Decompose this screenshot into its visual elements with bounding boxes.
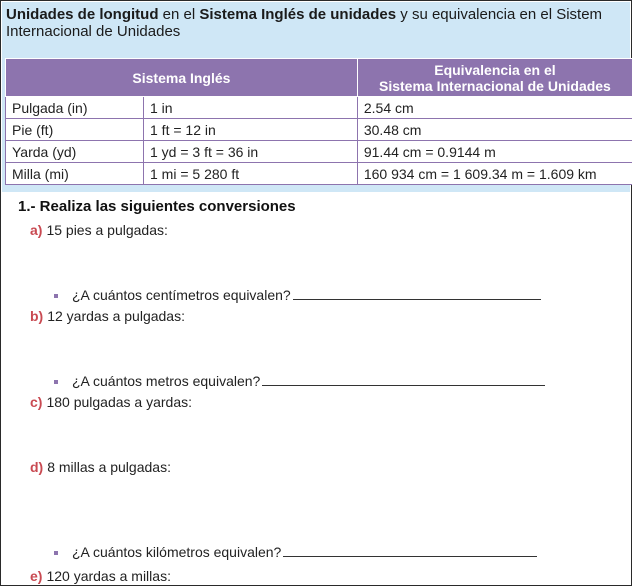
answer-line[interactable] <box>262 384 545 386</box>
table-row <box>6 97 632 119</box>
question-text: 180 pulgadas a yardas: <box>46 394 193 410</box>
bullet-icon <box>54 294 58 298</box>
cell-si: 160 934 cm = 1 609.34 m = 1.609 km <box>357 163 632 185</box>
units-table <box>5 58 632 185</box>
question-text: 120 yardas a millas: <box>46 568 171 584</box>
table-row <box>6 119 632 141</box>
table-row <box>6 141 632 163</box>
heading-bold-2: Sistema Inglés de unidades <box>199 6 397 23</box>
cell-english: 1 yd = 3 ft = 36 in <box>144 141 358 163</box>
answer-line[interactable] <box>293 298 541 300</box>
cell-unit: Pie (ft) <box>6 119 144 141</box>
heading-text-2: y su equivalencia en el Sistem <box>396 6 603 23</box>
heading-bold-1: Unidades de longitud <box>6 6 159 23</box>
question-e <box>30 568 171 584</box>
cell-english: 1 ft = 12 in <box>144 119 358 141</box>
question-letter: e) <box>30 568 43 584</box>
cell-english: 1 mi = 5 280 ft <box>144 163 358 185</box>
answer-line[interactable] <box>283 555 537 557</box>
cell-english: 1 in <box>144 97 358 119</box>
question-text: 15 pies a pulgadas: <box>46 222 168 238</box>
header-si-line-2: Sistema Internacional de Unidades <box>379 77 611 94</box>
question-letter: b) <box>30 308 44 324</box>
question-letter: a) <box>30 222 43 238</box>
subquestion-b <box>54 373 545 389</box>
heading-text-1: en el <box>158 6 200 23</box>
question-a <box>30 222 168 238</box>
subquestion-text: ¿A cuántos centímetros equivalen? <box>72 287 291 303</box>
bullet-icon <box>54 380 58 384</box>
subquestion-a <box>54 287 541 303</box>
question-b <box>30 308 185 324</box>
cell-si: 2.54 cm <box>357 97 632 119</box>
cell-unit: Milla (mi) <box>6 163 144 185</box>
heading-line-2: Internacional de Unidades <box>6 23 181 40</box>
cell-unit: Yarda (yd) <box>6 141 144 163</box>
question-d <box>30 459 171 475</box>
question-letter: d) <box>30 459 44 475</box>
question-text: 8 millas a pulgadas: <box>47 459 171 475</box>
table-row <box>6 163 632 185</box>
subquestion-text: ¿A cuántos metros equivalen? <box>72 373 261 389</box>
cell-unit: Pulgada (in) <box>6 97 144 119</box>
header-si-line-1: Equivalencia en el <box>434 61 556 78</box>
page-heading <box>6 6 630 40</box>
subquestion-d <box>54 544 537 560</box>
question-c <box>30 394 192 410</box>
table-header-row <box>6 59 632 97</box>
header-english-system: Sistema Inglés <box>6 59 358 97</box>
question-text: 12 yardas a pulgadas: <box>47 308 185 324</box>
section-title: 1.- Realiza las siguientes conversiones <box>18 198 296 215</box>
bullet-icon <box>54 551 58 555</box>
cell-si: 30.48 cm <box>357 119 632 141</box>
question-letter: c) <box>30 394 43 410</box>
header-si-equivalence <box>357 59 632 97</box>
subquestion-text: ¿A cuántos kilómetros equivalen? <box>72 544 282 560</box>
cell-si: 91.44 cm = 0.9144 m <box>357 141 632 163</box>
